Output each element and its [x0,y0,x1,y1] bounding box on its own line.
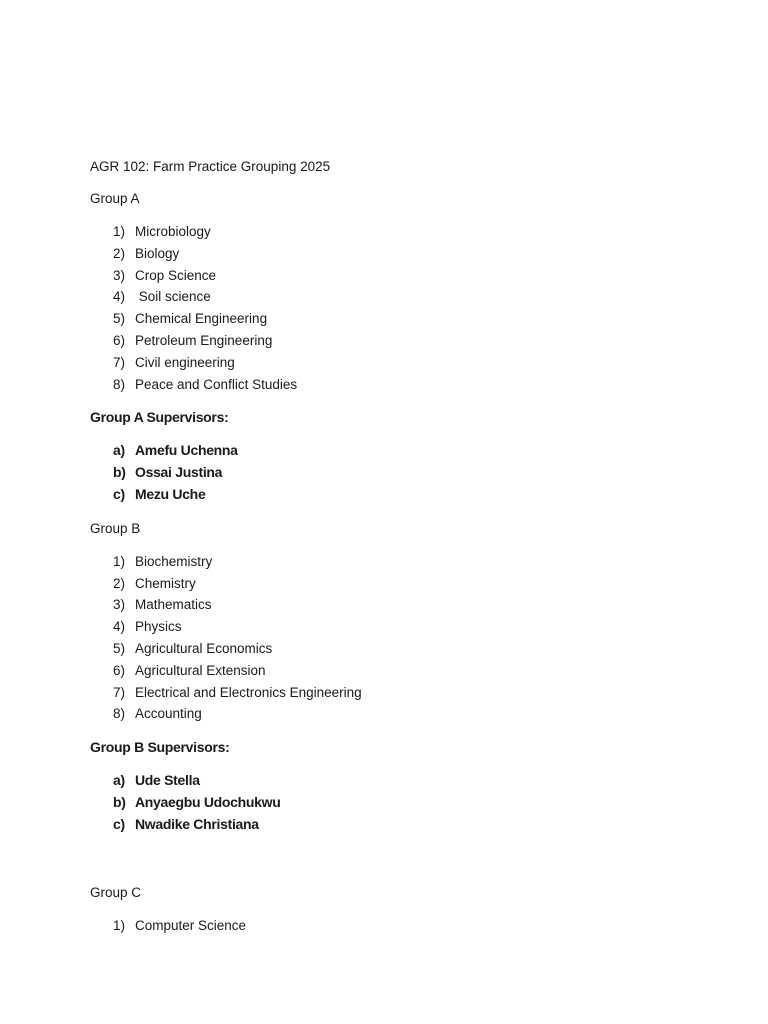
list-item [90,682,690,704]
list-item [90,352,690,374]
list-number: 8) [113,376,126,392]
list-number: 6) [113,332,126,348]
list-item [90,374,690,396]
department-name: Microbiology [135,224,211,239]
department-name: Physics [135,619,182,635]
department-name: Agricultural Economics [135,640,273,656]
group-a-supervisors-heading: Group A Supervisors: [90,409,229,426]
group-c-department-list [90,915,690,937]
list-item [90,770,690,792]
list-number: 5) [113,640,126,656]
list-letter: c) [113,485,125,502]
blank-paragraph [90,849,690,883]
list-number: 4) [113,289,126,305]
list-number: 4) [113,619,126,635]
list-item [90,703,690,725]
list-number: 6) [113,662,126,678]
list-letter: a) [113,442,125,459]
list-number: 1) [113,553,126,569]
department-name: Chemistry [135,575,196,591]
list-number: 1) [113,224,126,239]
list-item [90,616,690,638]
list-number: 2) [113,575,126,591]
list-item [90,594,690,616]
list-item [90,638,690,660]
department-name: Accounting [135,706,202,722]
list-item [90,915,690,937]
group-a-department-list [90,221,690,395]
document-title: AGR 102: Farm Practice Grouping 2025 [90,159,331,174]
group-b-supervisors-heading: Group B Supervisors: [90,739,230,756]
department-name: Petroleum Engineering [135,332,273,348]
department-name: Biochemistry [135,553,213,569]
list-item [90,330,690,352]
list-letter: a) [113,772,125,789]
department-name: Agricultural Extension [135,662,266,678]
supervisor-name: Ude Stella [135,772,200,789]
list-item [90,308,690,330]
list-number: 1) [113,917,126,933]
supervisor-name: Nwadike Christiana [135,815,259,832]
group-a-supervisor-list [90,440,690,505]
document-page [90,157,690,949]
list-item [90,814,690,836]
department-name: Peace and Conflict Studies [135,376,298,392]
supervisor-name: Mezu Uche [135,485,206,502]
list-number: 7) [113,354,126,370]
department-name: Mathematics [135,597,212,613]
list-number: 7) [113,684,126,700]
list-item [90,462,690,484]
group-a-heading: Group A [90,191,140,206]
list-item [90,265,690,287]
list-letter: b) [113,793,126,810]
department-name: Biology [135,245,180,261]
department-name: Computer Science [135,917,247,933]
list-item [90,660,690,682]
supervisor-name: Anyaegbu Udochukwu [135,793,281,810]
department-name: Soil science [135,289,211,305]
list-item [90,243,690,265]
list-letter: c) [113,815,125,832]
list-number: 5) [113,311,126,327]
supervisor-name: Ossai Justina [135,464,223,481]
group-c-heading: Group C [90,884,142,900]
list-number: 3) [113,597,126,613]
department-name: Crop Science [135,267,217,283]
list-number: 8) [113,706,126,722]
group-b-supervisor-list [90,770,690,835]
group-b-heading: Group B [90,520,141,536]
list-item [90,484,690,506]
list-number: 3) [113,267,126,283]
list-letter: b) [113,464,126,481]
list-item [90,551,690,573]
list-item [90,440,690,462]
department-name: Chemical Engineering [135,311,268,327]
supervisor-name: Amefu Uchenna [135,442,238,459]
list-number: 2) [113,245,126,261]
list-item [90,792,690,814]
list-item [90,286,690,308]
list-item [90,221,690,243]
list-item [90,573,690,595]
department-name: Civil engineering [135,354,235,370]
group-b-department-list [90,551,690,725]
department-name: Electrical and Electronics Engineering [135,684,362,700]
